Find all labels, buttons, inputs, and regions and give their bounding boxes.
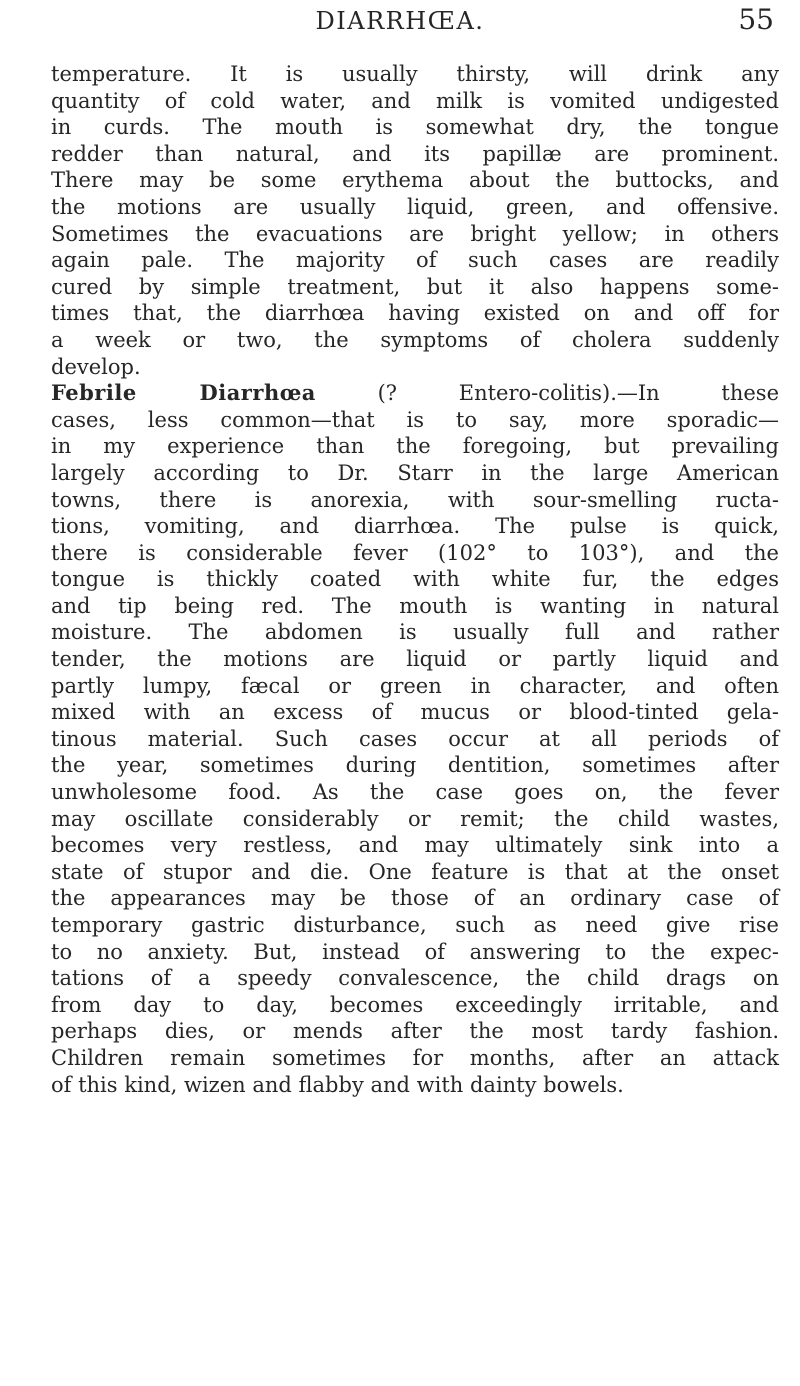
text-line: tions, vomiting, and diarrhœa. The pulse is quick, <box>51 514 779 539</box>
text-line: tongue is thickly coated with white fur, the edges <box>51 567 779 592</box>
text-line: There may be some erythema about the buttocks, and <box>51 168 779 193</box>
text-line: temperature. It is usually thirsty, will drink any <box>51 62 779 86</box>
text-line: redder than natural, and its papillæ are prominent. <box>51 141 779 166</box>
section-heading: Febrile Diarrhœa <box>51 380 316 406</box>
page-number: 55 <box>738 3 774 36</box>
text-line: tations of a speedy convalescence, the child drags on <box>51 966 779 991</box>
text-line: quantity of cold water, and milk is vomited undigested <box>51 88 779 113</box>
text-line: again pale. The majority of such cases are readily <box>51 248 779 273</box>
text-line: temporary gastric disturbance, such as need give rise <box>51 913 779 937</box>
text-line: mixed with an excess of mucus or blood-tinted gela- <box>51 700 779 725</box>
text-line: partly lumpy, fæcal or green in character, and often <box>51 673 779 698</box>
text-line: becomes very restless, and may ultimately sink into a <box>51 833 779 858</box>
text-line: moisture. The abdomen is usually full and rather <box>51 620 779 645</box>
text-line: from day to day, becomes exceedingly irritable, and <box>51 992 779 1017</box>
text-line: may oscillate considerably or remit; the child wastes, <box>51 806 779 831</box>
text-line: of this kind, wizen and flabby and with dainty bowels. <box>51 1072 624 1097</box>
text-line: cured by simple treatment, but it also happens some- <box>51 274 779 299</box>
text-line: a week or two, the symptoms of cholera suddenly <box>51 327 779 352</box>
running-title: DIARRHŒA. <box>315 7 485 35</box>
text-line: Sometimes the evacuations are bright yellow; in others <box>51 221 779 246</box>
text-line: there is considerable fever (102° to 103°), and the <box>51 540 779 565</box>
text-line: tender, the motions are liquid or partly liquid and <box>51 647 779 672</box>
text-line: largely according to Dr. Starr in the large American <box>51 460 779 485</box>
text-line: perhaps dies, or mends after the most tardy fashion. <box>51 1019 779 1044</box>
text-line: towns, there is anorexia, with sour-smelling ructa- <box>51 487 779 512</box>
text-line: develop. <box>51 354 141 379</box>
section-first-line <box>51 380 779 407</box>
text-line: tinous material. Such cases occur at all periods of <box>51 726 779 751</box>
text-line: cases, less common—that is to say, more sporadic— <box>51 407 779 432</box>
text-line: in curds. The mouth is somewhat dry, the tongue <box>51 115 779 140</box>
text-line: the motions are usually liquid, green, and offensive. <box>51 194 779 219</box>
text-line: to no anxiety. But, instead of answering to the expec- <box>51 939 779 964</box>
body-text <box>51 61 779 1098</box>
text-line: the appearances may be those of an ordinary case of <box>51 886 779 911</box>
text-line: in my experience than the foregoing, but prevailing <box>51 434 779 459</box>
text-line: and tip being red. The mouth is wanting in natural <box>51 593 779 618</box>
text-line: the year, sometimes during dentition, sometimes after <box>51 753 779 778</box>
text-line: unwholesome food. As the case goes on, the fever <box>51 780 779 805</box>
text-line: Children remain sometimes for months, after an attack <box>51 1045 779 1070</box>
text-line: state of stupor and die. One feature is that at the onset <box>51 859 779 884</box>
text-line: times that, the diarrhœa having existed on and off for <box>51 301 779 326</box>
running-head <box>0 3 800 47</box>
section-heading-continuation: (? Entero-colitis).—In these <box>315 381 779 406</box>
